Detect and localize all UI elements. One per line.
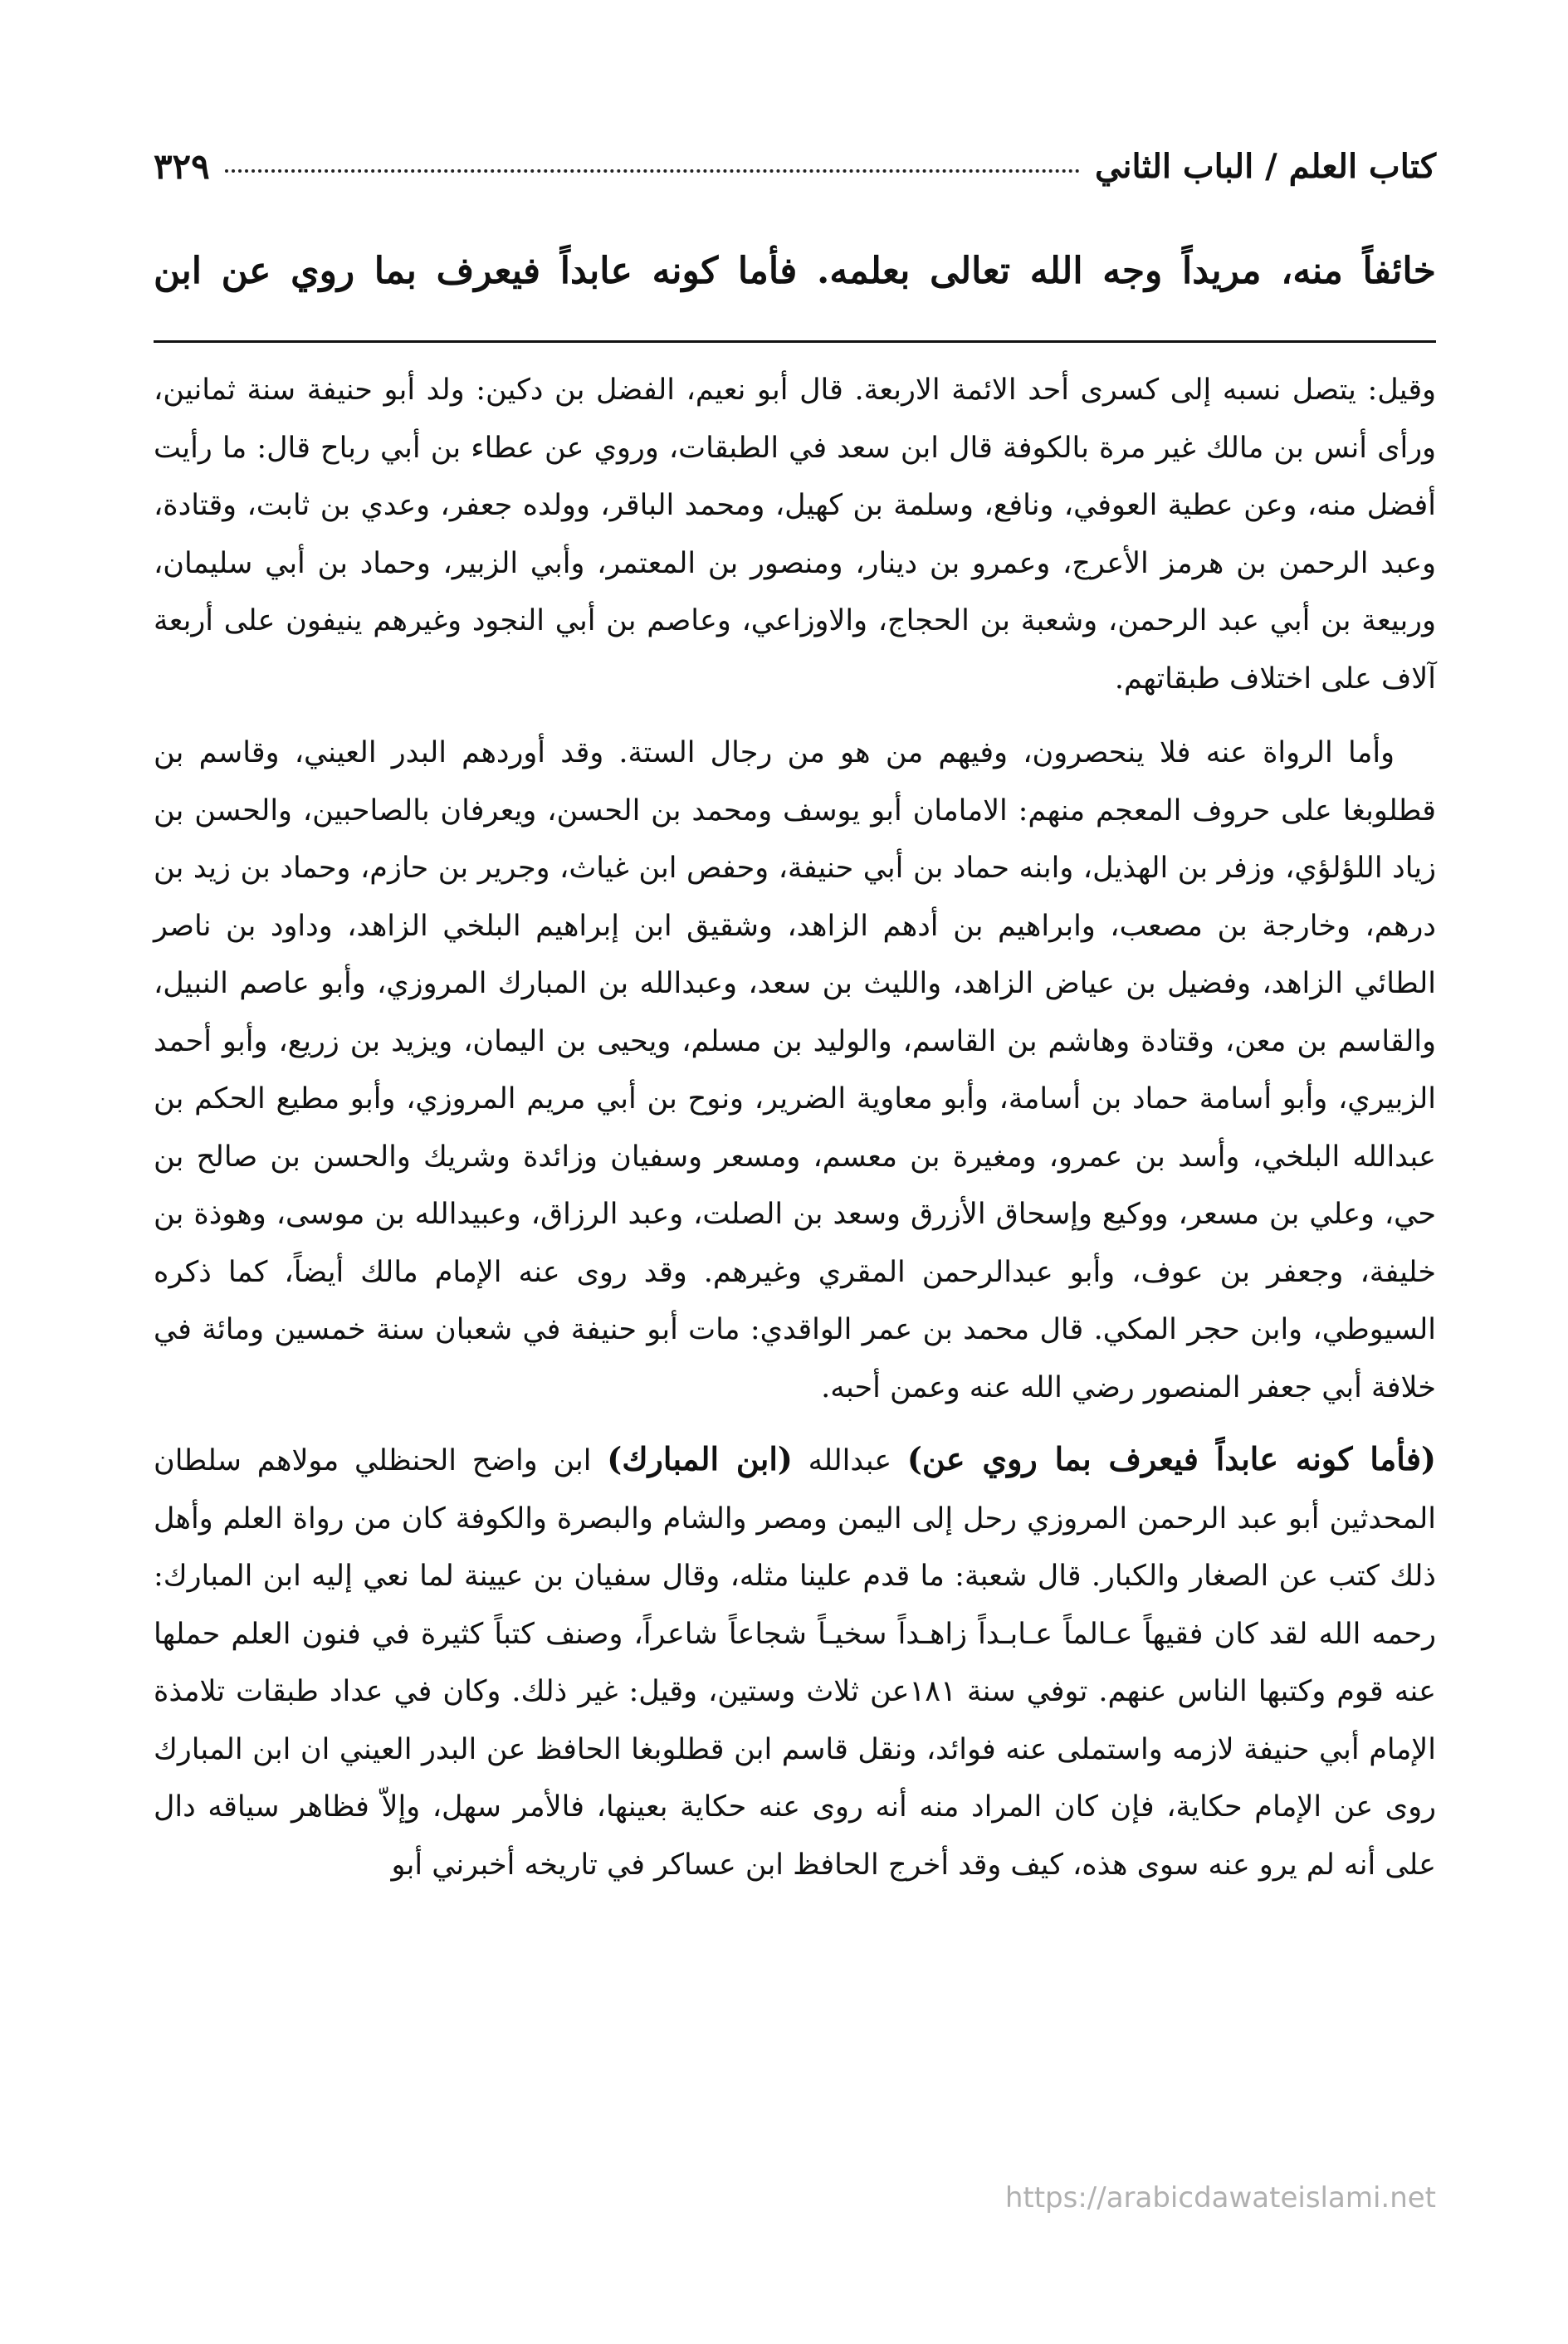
page-number: ٣٢٩ [154,145,210,187]
lemma-quote: (فأما كونه عابداً فيعرف بما روي عن) [906,1440,1436,1477]
header-dot-leader [225,169,1080,173]
footnote-paragraph-1: وقيل: يتصل نسبه إلى كسرى أحد الائمة الاربعة. قال أبو نعيم، الفضل بن دكين: ولد أبو حنيفة سنة ثمانين، ورأى أنس بن مالك غير مرة بالكوفة قال ابن سعد في الطبقات، وروي عن عطاء بن أبي رباح قال: ما رأيت أفضل منه، وعن عطية العوفي، ونافع، وسلمة بن كهيل، ومحمد الباقر، وولده جعفر، وعدي بن ثابت، وقتادة، وعبد الرحمن بن هرمز الأعرج، وعمرو بن دينار، ومنصور بن المعتمر، وأبي الزبير، وحماد بن أبي سليمان، وربيعة بن أبي عبد الرحمن، وشعبة بن الحجاج، والاوزاعي، وعاصم بن أبي النجود وغيرهم ينيفون على أربعة آلاف على اختلاف طبقاتهم. [154,374,1436,696]
watermark-url: https://arabicdawateislami.net [1004,2181,1436,2215]
page-header [154,133,1436,199]
main-text: خائفاً منه، مريداً وجه الله تعالى بعلمه. فأما كونه عابداً فيعرف بما روي عن ابن [154,250,1436,292]
lemma-name: (ابن المبارك) [607,1440,793,1477]
footnote-paragraph-3 [154,1430,1436,1894]
running-title: كتاب العلم / الباب الثاني [1095,146,1436,186]
footnotes [154,362,1436,1894]
lemma-subject: عبدالله [808,1444,892,1477]
footnote-paragraph-2: وأما الرواة عنه فلا ينحصرون، وفيهم من هو من رجال الستة. وقد أوردهم البدر العيني، وقاسم بن قطلوبغا على حروف المعجم منهم: الامامان أبو يوسف ومحمد بن الحسن، ويعرفان بالصاحبين، والحسن بن زياد اللؤلؤي، وزفر بن الهذيل، وابنه حماد بن أبي حنيفة، وحفص ابن غياث، وجرير بن حازم، وحماد بن زيد بن درهم، وخارجة بن مصعب، وابراهيم بن أدهم الزاهد، وشقيق ابن إبراهيم البلخي الزاهد، وداود بن ناصر الطائي الزاهد، وفضيل بن عياض الزاهد، والليث بن سعد، وعبدالله بن المبارك المروزي، وأبو عاصم النبيل، والقاسم بن معن، وقتادة وهاشم بن القاسم، والوليد بن مسلم، ويحيى بن اليمان، ويزيد بن زريع، وأبو أحمد الزبيري، وأبو أسامة حماد بن أسامة، وأبو معاوية الضرير، ونوح بن أبي مريم المروزي، وأبو مطيع الحكم بن عبدالله البلخي، وأسد بن عمرو، ومغيرة بن معسم، ومسعر وسفيان وزائدة وشريك والحسن بن صالح بن حي، وعلي بن مسعر، ووكيع وإسحاق الأزرق وسعد بن الصلت، وعبد الرزاق، وعبيدالله بن موسى، وهوذة بن خليفة، وجعفر بن عوف، وأبو عبدالرحمن المقري وغيرهم. وقد روى عنه الإمام مالك أيضاً، كما ذكره السيوطي، وابن حجر المكي. قال محمد بن عمر الواقدي: مات أبو حنيفة في شعبان سنة خمسين ومائة في خلافة أبي جعفر المنصور رضي الله عنه وعمن أحبه. [154,736,1436,1404]
footnote-separator [154,340,1436,343]
footnote-paragraph-3-text: ابن واضح الحنظلي مولاهم سلطان المحدثين أبو عبد الرحمن المروزي رحل إلى اليمن ومصر والشام والبصرة والكوفة كان من رواة العلم وأهل ذلك كتب عن الصغار والكبار. قال شعبة: ما قدم علينا مثله، وقال سفيان بن عيينة لما نعي إليه ابن المبارك: رحمه الله لقد كان فقيهاً عـالماً عـابـداً زاهـداً سخيـاً شجاعاً شاعراً، وصنف كتباً كثيرة في فنون العلم حملها عنه قوم وكتبها الناس عنهم. توفي سنة ١٨١عن ثلاث وستين، وقيل: غير ذلك. وكان في عداد طبقات تلامذة الإمام أبي حنيفة لازمه واستملى عنه فوائد، ونقل قاسم ابن قطلوبغا الحافظ عن البدر العيني ان ابن المبارك روى عن الإمام حكاية، فإن كان المراد منه أنه روى عنه حكاية بعينها، فالأمر سهل، وإلاّ فظاهر سياقه دال على أنه لم يرو عنه سوى هذه، كيف وقد أخرج الحافظ ابن عساكر في تاريخه أخبرني أبو [154,1444,1436,1882]
